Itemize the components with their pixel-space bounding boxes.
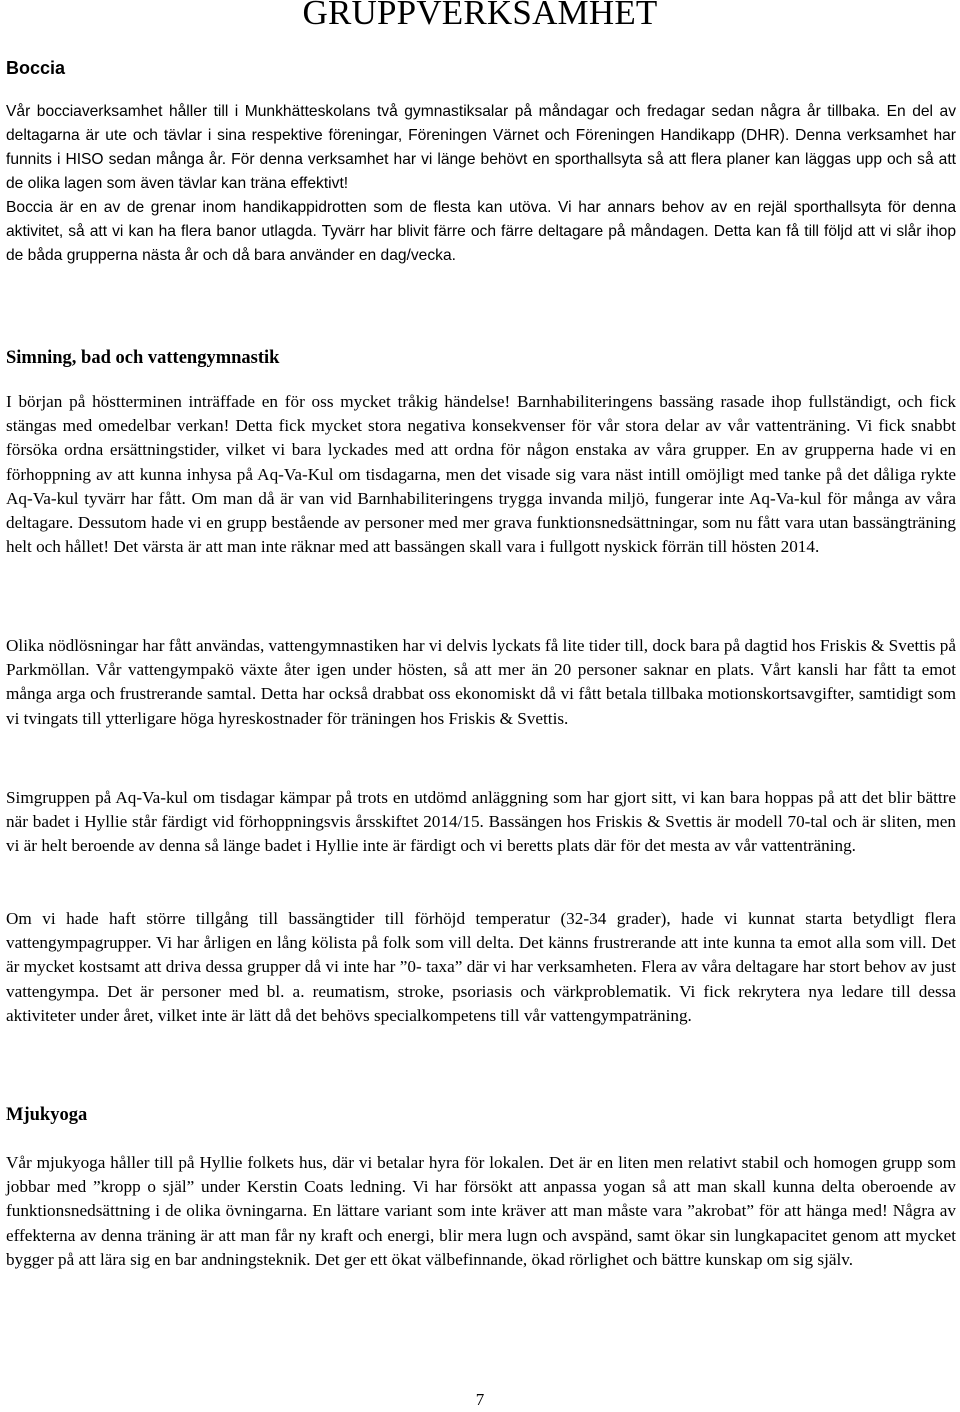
- boccia-paragraph-1: Vår bocciaverksamhet håller till i Munkhätteskolans två gymnastiksalar på måndagar och fredagar sedan några år tillbaka. En del av deltagarna är ute och tävlar i sina respektive föreningar, Föreningen Värnet och Föreningen Handikapp (DHR). Denna verksamhet har funnits i HISO sedan många år. För denna verksamhet har vi länge behövt en sporthallsyta så att flera planer kan läggas upp och så att de olika lagen som även tävlar kan träna effektivt!: [6, 103, 956, 192]
- simning-paragraph-4: Om vi hade haft större tillgång till bassängtider till förhöjd temperatur (32-34 grader), hade vi kunnat starta betydligt flera vattengympagrupper. Vi har årligen en lång kölista på folk som vill delta. Det känns frustrerande att inte kunna ta emot alla som vill. Det är mycket kostsamt att driva dessa grupper då vi inte har ”0- taxa” där vi har verksamheten. Flera av våra deltagare har stort behov av just vattengympa. Det är personer med bl. a. reumatism, stroke, psoriasis och värkproblematik. Vi fick rekrytera nya ledare till dessa aktiviteter under året, vilket inte är lätt då det behövs specialkompetens till vår vattengympaträning.: [6, 909, 956, 1025]
- simning-paragraph-3: Simgruppen på Aq-Va-kul om tisdagar kämpar på trots en utdömd anläggning som har gjort sitt, vi kan bara hoppas på att det blir bättre när badet i Hyllie står färdigt vid förhoppningsvis årsskiftet 2014/15. Bassängen hos Friskis & Svettis är modell 70-tal och är sliten, men vi är helt beroende av denna så länge badet i Hyllie inte är färdigt och vi beretts plats där för det mesta av vår vattenträning.: [6, 788, 956, 856]
- mjukyoga-paragraph-1: Vår mjukyoga håller till på Hyllie folkets hus, där vi betalar hyra för lokalen. Det är en liten men relativt stabil och homogen grupp som jobbar med ”kropp o själ” under Kerstin Coats ledning. Vi har försökt att anpassa yogan så att man skall kunna delta oberoende av funktionsnedsättning i de olika övningarna. En lättare variant som inte kräver att man måste vara ”akrobat” för att hänga med! Några av effekterna av denna träning är att man får ny kraft och energi, blir mera lugn och avspänd, samt ökar sin lungkapacitet genom att mycket bygger på att lära sig en bar andningsteknik. Det ger ett ökat välbefinnande, ökad rörlighet och bättre kunskap om sig själv.: [6, 1153, 956, 1269]
- section-heading-boccia: Boccia: [6, 58, 66, 78]
- boccia-paragraph-2: Boccia är en av de grenar inom handikappidrotten som de flesta kan utöva. Vi har annars behov av en rejäl sporthallsyta för denna aktivitet, så att vi kan ha flera banor utlagda. Tyvärr har blivit färre och färre deltagare på måndagen. Detta kan få till följd att vi slår ihop de båda grupperna nästa år och då bara använder en dag/vecka.: [6, 199, 956, 264]
- document-title: GRUPPVERKSAMHET: [302, 0, 658, 32]
- section-heading-mjukyoga: Mjukyoga: [6, 1105, 88, 1125]
- section-heading-simning: Simning, bad och vattengymnastik: [6, 348, 280, 368]
- section-body-boccia: [6, 100, 956, 268]
- page-number: 7: [475, 1390, 485, 1409]
- simning-paragraph-1: I början på höstterminen inträffade en för oss mycket tråkig händelse! Barnhabiliteringens bassäng rasade ihop fullständigt, och fick stängas med omedelbar verkan! Detta fick mycket stora negativa konsekvenser för vår stora delar av vår vattenträning. Vi fick snabbt försöka ordna ersättningstider, vilket vi bara lyckades med att ordna för någon enstaka av våra grupper. En av grupperna hade vi en förhoppning av att kunna inhysa på Aq-Va-Kul om tisdagarna, men det visade sig vara näst intill omöjligt med tanke på det dåliga rykte Aq-Va-kul tyvärr har fått. Om man då är van vid Barnhabiliteringens trygga invanda miljö, fungerar inte Aq-Va-kul för många av våra deltagare. Dessutom hade vi en grupp bestående av personer med mer grava funktionsnedsättningar, som nu fått vara utan bassängträning helt och hållet! Det värsta är att man inte räknar med att bassängen skall vara i fullgott nyskick förrän till hösten 2014.: [6, 392, 956, 557]
- simning-paragraph-2: Olika nödlösningar har fått användas, vattengymnastiken har vi delvis lyckats få lite tider till, dock bara på dagtid hos Friskis & Svettis på Parkmöllan. Vår vattengympakö växte åter igen under hösten, så att mer än 20 personer saknar en plats. Vårt kansli har fått ta emot många arga och frustrerande samtal. Detta har också drabbat oss ekonomiskt då vi fått betala tillbaka motionskortsavgifter, samtidigt som vi tvingats till ytterligare höga hyreskostnader för träningen hos Friskis & Svettis.: [6, 636, 956, 728]
